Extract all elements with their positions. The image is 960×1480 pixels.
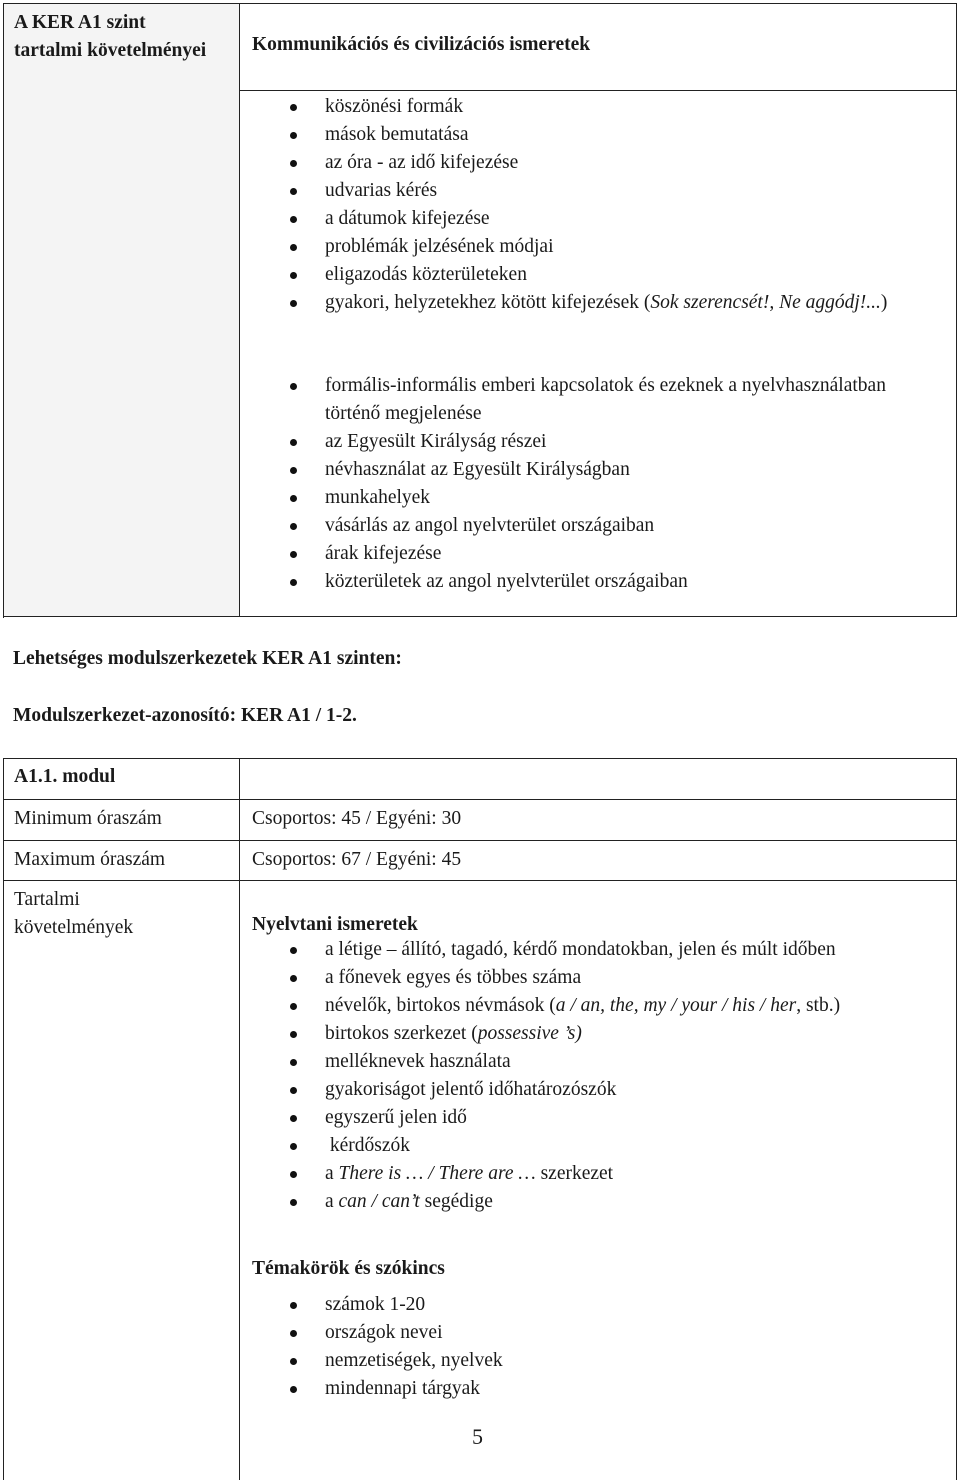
min-hours-value: Csoportos: 45 / Egyéni: 30 <box>252 808 462 829</box>
section-heading-cell <box>240 4 957 91</box>
requirements-table <box>3 3 957 618</box>
module-title: A1.1. modul <box>14 766 116 787</box>
list-item: mások bemutatása <box>252 121 932 149</box>
list-item: névhasználat az Egyesült Királyságban <box>252 456 932 484</box>
list-item: az Egyesült Királyság részei <box>252 428 932 456</box>
min-hours-label-cell <box>3 799 240 841</box>
list-item-text: névelők, birtokos névmások ( <box>325 995 556 1016</box>
list-item <box>252 1020 942 1048</box>
topics-list <box>252 1291 942 1403</box>
max-hours-label-cell <box>3 840 240 881</box>
list-item-example: There is … / There are … <box>338 1163 536 1184</box>
list-item-text: a <box>325 1163 339 1184</box>
module-title-cell <box>3 758 240 800</box>
min-hours-label: Minimum óraszám <box>14 808 162 829</box>
list-item: kérdőszók <box>252 1132 942 1160</box>
min-hours-value-cell <box>239 799 957 841</box>
list-item <box>252 992 942 1020</box>
grammar-heading: Nyelvtani ismeretek <box>252 914 418 935</box>
list-item: gyakoriságot jelentő időhatározószók <box>252 1076 942 1104</box>
list-item-text: ) <box>880 292 888 313</box>
list-item-text: , stb.) <box>796 995 841 1016</box>
list-item: vásárlás az angol nyelvterület országaiban <box>252 512 932 540</box>
list-item-text: birtokos szerkezet ( <box>325 1023 478 1044</box>
list-item: közterületek az angol nyelvterület országaiban <box>252 568 932 596</box>
content-label: Tartalmi követelmények <box>14 889 134 938</box>
list-item: problémák jelzésének módjai <box>252 233 932 261</box>
requirements-label-cell <box>4 4 240 617</box>
list-item: a főnevek egyes és többes száma <box>252 964 942 992</box>
list-item: árak kifejezése <box>252 540 932 568</box>
list-item <box>252 289 932 317</box>
list-item <box>252 1188 942 1216</box>
list-item-example: can / can’t <box>338 1191 420 1212</box>
list-item <box>252 1160 942 1188</box>
possible-structures-heading: Lehetséges modulszerkezetek KER A1 szinten: <box>13 648 402 669</box>
grammar-list <box>252 936 942 1216</box>
list-item: munkahelyek <box>252 484 932 512</box>
communication-list <box>252 93 932 317</box>
list-item: mindennapi tárgyak <box>252 1375 942 1403</box>
list-item: nemzetiségek, nyelvek <box>252 1347 942 1375</box>
topics-heading: Témakörök és szókincs <box>252 1258 445 1279</box>
max-hours-value: Csoportos: 67 / Egyéni: 45 <box>252 849 462 870</box>
list-item-text: a <box>325 1191 339 1212</box>
module-title-empty-cell <box>239 758 957 800</box>
content-label-cell <box>3 880 240 1480</box>
requirements-label: A KER A1 szint tartalmi követelményei <box>14 12 207 61</box>
list-item-example: possessive ’s) <box>477 1023 582 1044</box>
list-item: a létige – állító, tagadó, kérdő mondatokban, jelen és múlt időben <box>252 936 942 964</box>
list-item-example: Sok szerencsét!, Ne aggódj!... <box>650 292 881 313</box>
content-cell <box>239 880 957 1480</box>
list-item: köszönési formák <box>252 93 932 121</box>
list-item: egyszerű jelen idő <box>252 1104 942 1132</box>
max-hours-value-cell <box>239 840 957 881</box>
list-item: az óra - az idő kifejezése <box>252 149 932 177</box>
list-item: melléknevek használata <box>252 1048 942 1076</box>
section-content-cell <box>240 91 957 617</box>
list-item: országok nevei <box>252 1319 942 1347</box>
module-id-heading: Modulszerkezet-azonosító: KER A1 / 1-2. <box>13 705 357 726</box>
list-item-example: a / an, the, my / your / his / her <box>555 995 797 1016</box>
list-item: a dátumok kifejezése <box>252 205 932 233</box>
list-item-text: gyakori, helyzetekhez kötött kifejezések ( <box>325 292 651 313</box>
section-heading: Kommunikációs és civilizációs ismeretek <box>252 34 591 55</box>
list-item: eligazodás közterületeken <box>252 261 932 289</box>
list-item: udvarias kérés <box>252 177 932 205</box>
page-number: 5 <box>472 1424 483 1449</box>
list-item: számok 1-20 <box>252 1291 942 1319</box>
civilization-list <box>252 372 932 596</box>
list-item-text: szerkezet <box>535 1163 614 1184</box>
list-item: formális-informális emberi kapcsolatok és ezeknek a nyelvhasználatban történő megjelenése <box>252 372 932 428</box>
max-hours-label: Maximum óraszám <box>14 849 166 870</box>
list-item-text: segédige <box>419 1191 493 1212</box>
